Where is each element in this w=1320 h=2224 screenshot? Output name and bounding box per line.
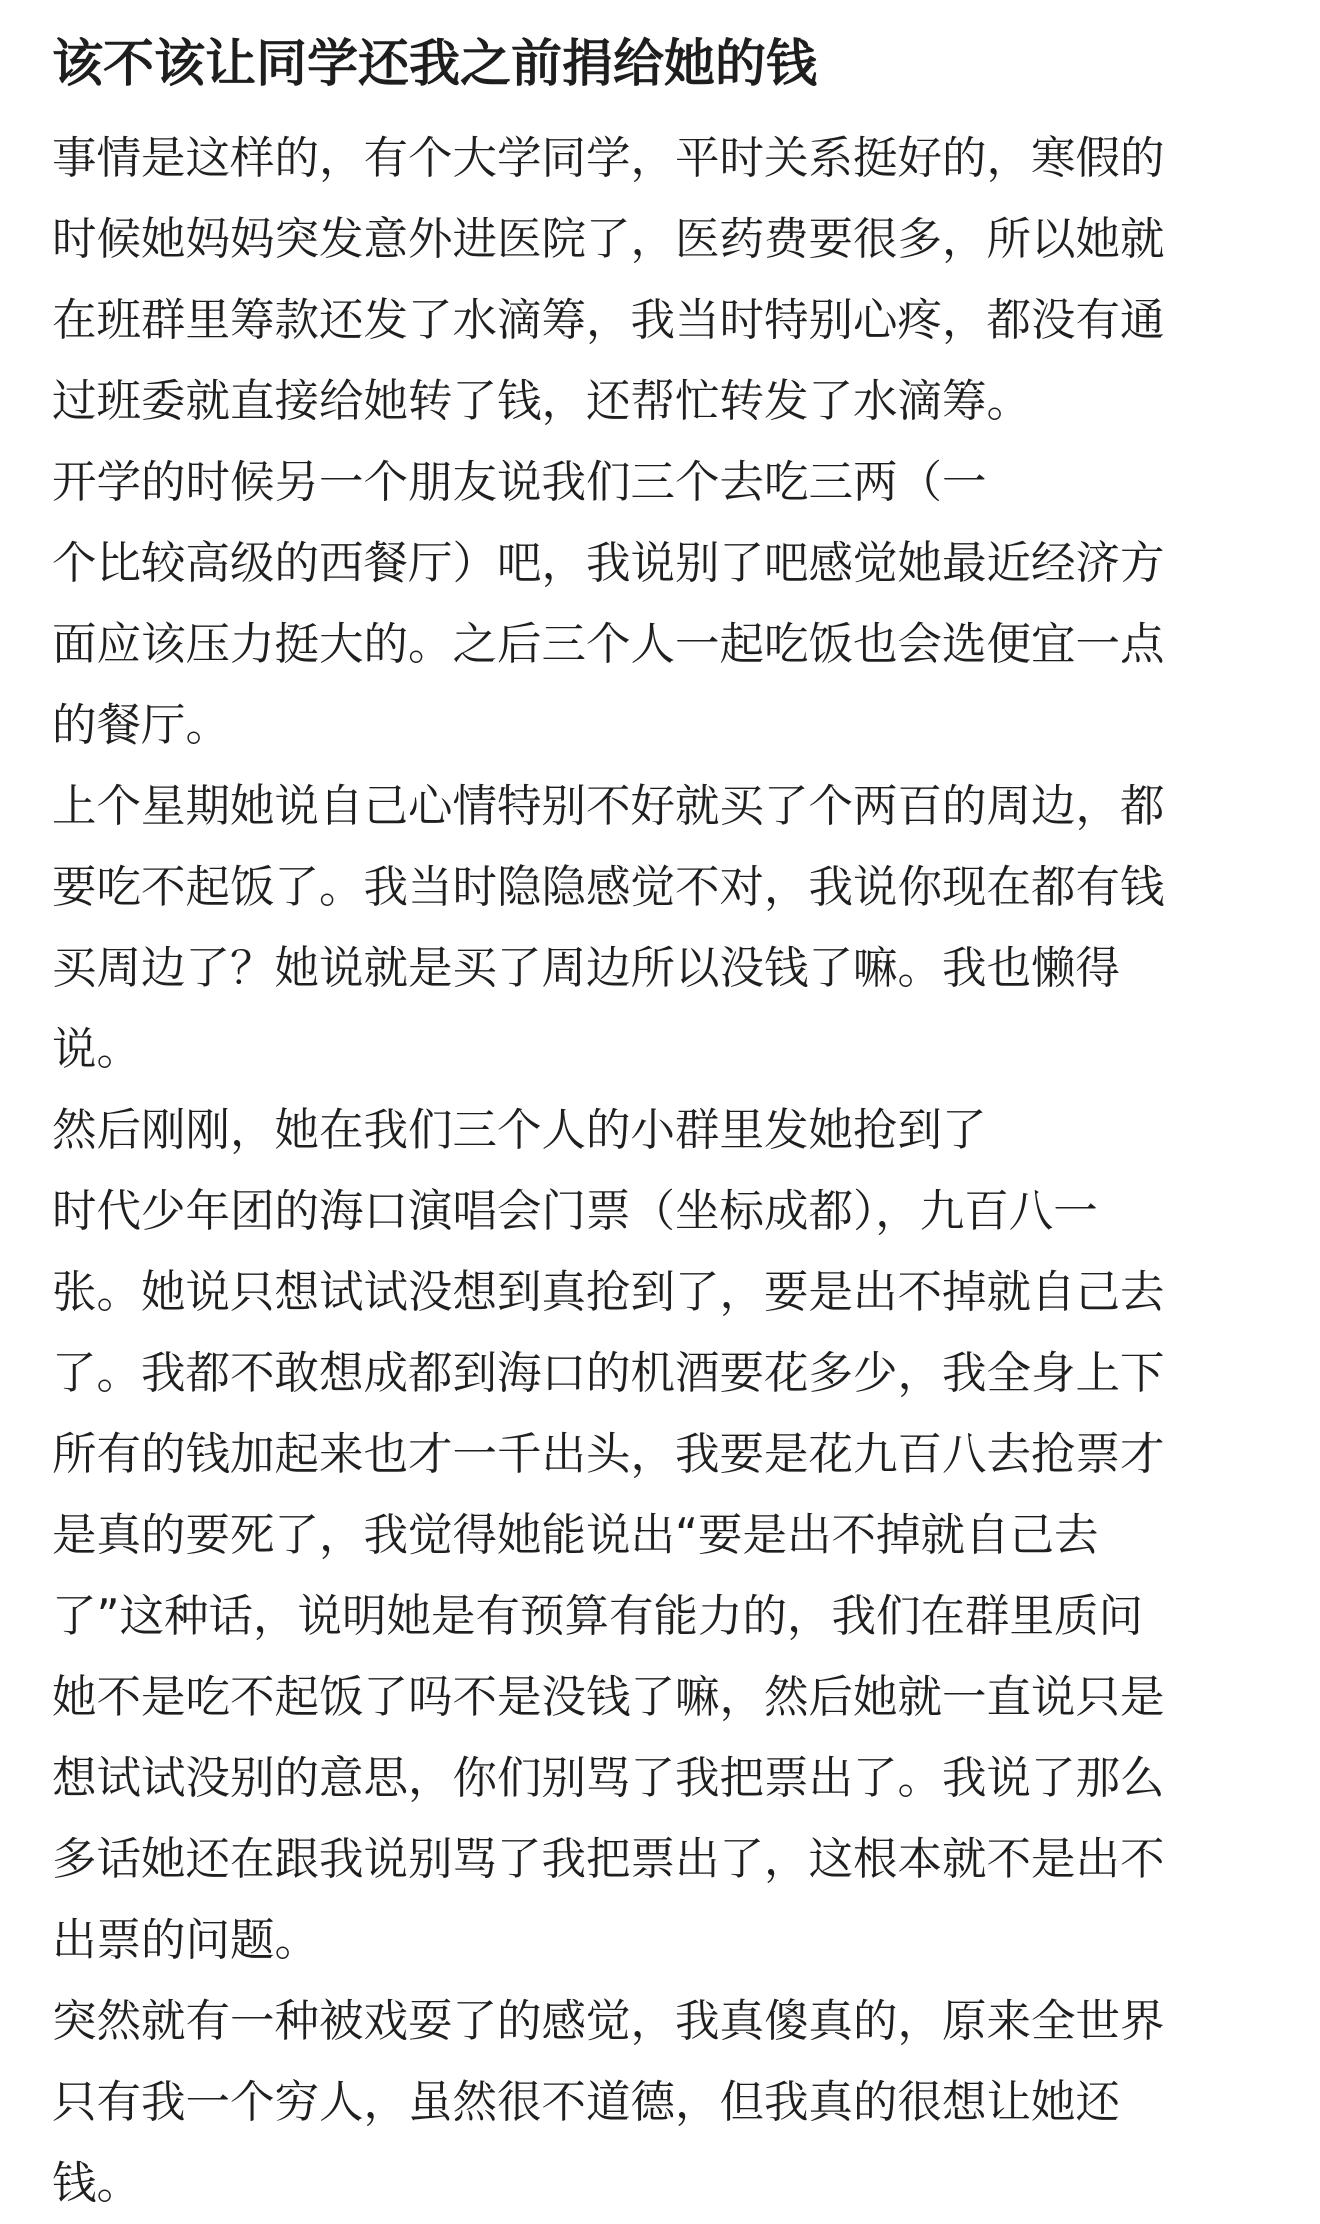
body-line: 了”这种话，说明她是有预算有能力的，我们在群里质问 xyxy=(52,1591,1144,1642)
body-line: 买周边了？她说就是买了周边所以没钱了嘛。我也懒得 xyxy=(52,943,1121,994)
body-line: 多话她还在跟我说别骂了我把票出了，这根本就不是出不 xyxy=(52,1834,1165,1885)
body-line: 是真的要死了，我觉得她能说出“要是出不掉就自己去 xyxy=(52,1510,1099,1561)
body-line: 的餐厅。 xyxy=(52,700,231,751)
post-body xyxy=(52,118,1268,2224)
body-line: 过班委就直接给她转了钱，还帮忙转发了水滴筹。 xyxy=(52,376,1032,427)
body-line: 她不是吃不起饭了吗不是没钱了嘛，然后她就一直说只是 xyxy=(52,1672,1165,1723)
body-line: 想试试没别的意思，你们别骂了我把票出了。我说了那么 xyxy=(52,1753,1165,1804)
body-line: 面应该压力挺大的。之后三个人一起吃饭也会选便宜一点 xyxy=(52,619,1165,670)
body-line: 然后刚刚，她在我们三个人的小群里发她抢到了 xyxy=(52,1105,987,1156)
body-line: 要吃不起饭了。我当时隐隐感觉不对，我说你现在都有钱 xyxy=(52,862,1165,913)
body-line: 个比较高级的西餐厅）吧，我说别了吧感觉她最近经济方 xyxy=(52,538,1165,589)
body-line: 说。 xyxy=(52,1024,142,1075)
body-line: 时候她妈妈突发意外进医院了，医药费要很多，所以她就 xyxy=(52,214,1165,265)
body-line: 所有的钱加起来也才一千出头，我要是花九百八去抢票才 xyxy=(52,1429,1165,1480)
body-line: 时代少年团的海口演唱会门票（坐标成都），九百八一 xyxy=(52,1186,1098,1237)
body-line: 钱。 xyxy=(52,2158,142,2209)
body-line: 出票的问题。 xyxy=(52,1915,320,1966)
body-line: 开学的时候另一个朋友说我们三个去吃三两（一 xyxy=(52,457,987,508)
body-line: 了。我都不敢想成都到海口的机酒要花多少，我全身上下 xyxy=(52,1348,1165,1399)
body-line: 张。她说只想试试没想到真抢到了，要是出不掉就自己去 xyxy=(52,1267,1165,1318)
post-title: 该不该让同学还我之前捐给她的钱 xyxy=(52,35,818,94)
body-line: 事情是这样的，有个大学同学，平时关系挺好的，寒假的 xyxy=(52,133,1165,184)
body-line: 只有我一个穷人，虽然很不道德，但我真的很想让她还 xyxy=(52,2077,1121,2128)
body-line: 在班群里筹款还发了水滴筹，我当时特别心疼，都没有通 xyxy=(52,295,1165,346)
body-line: 突然就有一种被戏耍了的感觉，我真傻真的，原来全世界 xyxy=(52,1996,1165,2047)
body-line: 上个星期她说自己心情特别不好就买了个两百的周边，都 xyxy=(52,781,1165,832)
